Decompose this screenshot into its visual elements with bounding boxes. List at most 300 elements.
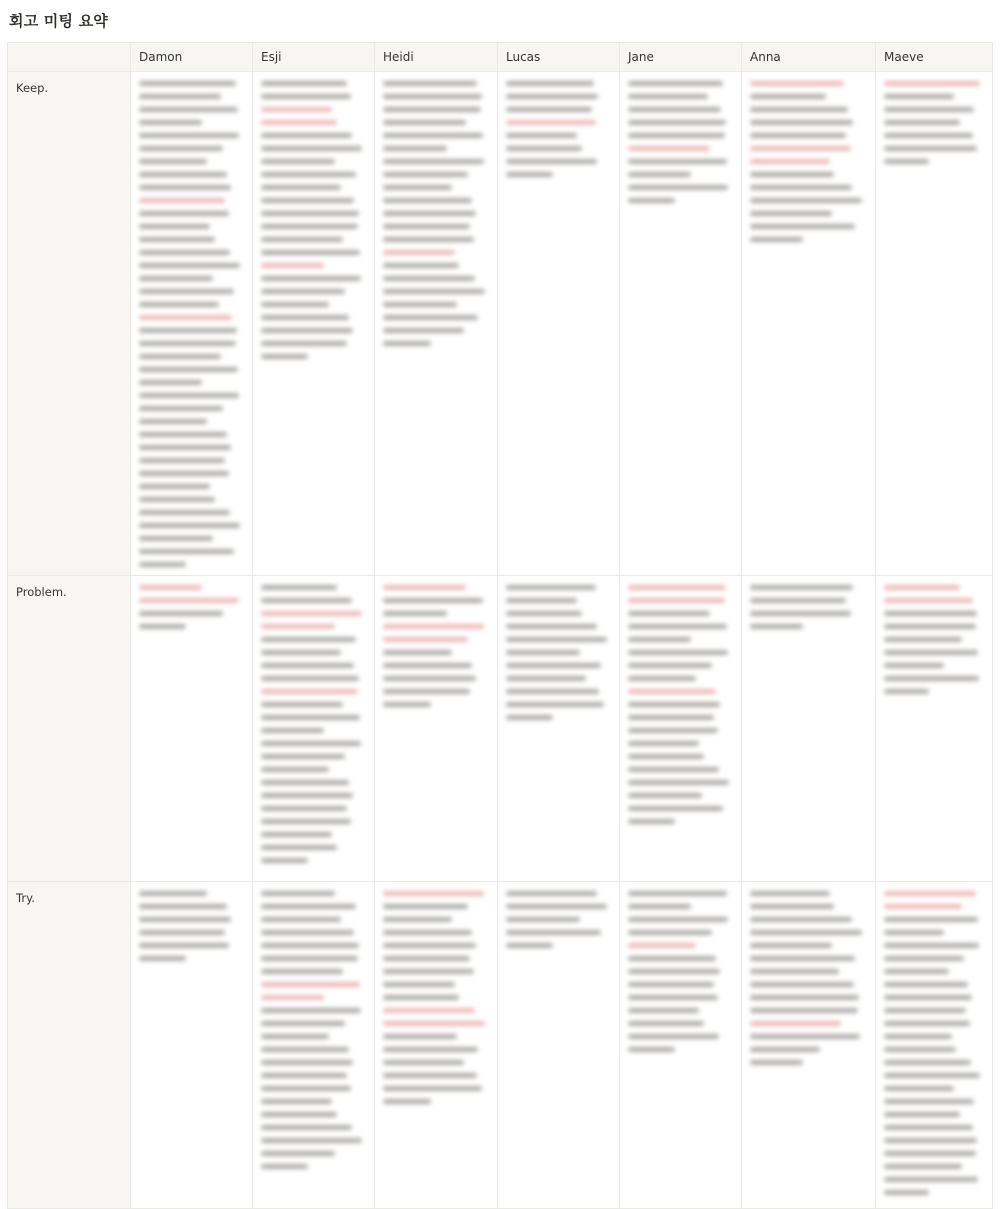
- blurred-line: [261, 689, 358, 694]
- header-row: [8, 43, 993, 72]
- blurred-line: [628, 81, 723, 86]
- blurred-line: [139, 406, 223, 411]
- blurred-line: [261, 832, 332, 837]
- row-label-try[interactable]: Try.: [8, 882, 131, 1209]
- blurred-line: [261, 185, 341, 190]
- blurred-line: [383, 904, 468, 909]
- blurred-line: [261, 956, 358, 961]
- blurred-line: [261, 585, 337, 590]
- blurred-line: [261, 1073, 347, 1078]
- blurred-line: [261, 354, 308, 359]
- blurred-line: [628, 159, 727, 164]
- blurred-line: [139, 956, 186, 961]
- blurred-line: [383, 1008, 475, 1013]
- blurred-line: [139, 917, 231, 922]
- blurred-line: [628, 146, 710, 151]
- blurred-line: [383, 650, 452, 655]
- blurred-line: [628, 637, 691, 642]
- blurred-line: [139, 198, 225, 203]
- blurred-line: [628, 1021, 704, 1026]
- blurred-line: [884, 943, 979, 948]
- blurred-line: [383, 328, 464, 333]
- blurred-line: [884, 1060, 971, 1065]
- blurred-line: [884, 133, 973, 138]
- blurred-line: [261, 624, 335, 629]
- blurred-line: [261, 676, 359, 681]
- blurred-line: [628, 663, 712, 668]
- blurred-line: [261, 1021, 345, 1026]
- blurred-line: [139, 484, 210, 489]
- blurred-line: [884, 1138, 977, 1143]
- cell-keep-anna[interactable]: [742, 72, 876, 576]
- blurred-line: [139, 250, 230, 255]
- blurred-line: [261, 969, 343, 974]
- blurred-text: [742, 882, 875, 1065]
- blurred-line: [506, 94, 598, 99]
- blurred-line: [750, 598, 846, 603]
- blurred-line: [506, 676, 586, 681]
- blurred-line: [750, 133, 846, 138]
- blurred-line: [139, 302, 219, 307]
- blurred-line: [261, 211, 359, 216]
- blurred-line: [261, 237, 343, 242]
- blurred-line: [139, 419, 207, 424]
- blurred-line: [628, 917, 728, 922]
- blurred-text: [620, 882, 741, 1052]
- blurred-line: [506, 598, 577, 603]
- blurred-line: [261, 224, 358, 229]
- blurred-line: [261, 917, 341, 922]
- blurred-line: [383, 891, 484, 896]
- blurred-line: [383, 172, 468, 177]
- blurred-line: [261, 858, 308, 863]
- blurred-line: [750, 224, 855, 229]
- blurred-line: [884, 917, 978, 922]
- blurred-line: [261, 754, 345, 759]
- blurred-line: [139, 172, 227, 177]
- blurred-line: [261, 995, 324, 1000]
- blurred-line: [628, 1008, 699, 1013]
- blurred-line: [506, 904, 607, 909]
- header-anna[interactable]: Anna: [742, 43, 876, 72]
- blurred-line: [750, 198, 862, 203]
- header-corner[interactable]: [8, 43, 131, 72]
- blurred-line: [628, 741, 699, 746]
- blurred-line: [628, 982, 714, 987]
- blurred-text: [498, 882, 619, 948]
- blurred-line: [261, 276, 361, 281]
- blurred-line: [628, 611, 710, 616]
- row-label-keep[interactable]: Keep.: [8, 72, 131, 576]
- blurred-line: [261, 702, 343, 707]
- blurred-line: [139, 354, 221, 359]
- blurred-line: [628, 819, 675, 824]
- blurred-line: [261, 120, 337, 125]
- blurred-line: [383, 315, 478, 320]
- header-heidi[interactable]: Heidi: [375, 43, 498, 72]
- blurred-text: [253, 882, 374, 1169]
- blurred-line: [750, 943, 832, 948]
- blurred-line: [628, 650, 728, 655]
- blurred-line: [506, 133, 577, 138]
- blurred-line: [261, 930, 354, 935]
- blurred-line: [383, 663, 472, 668]
- blurred-text: [620, 72, 741, 203]
- blurred-line: [261, 943, 359, 948]
- blurred-line: [261, 728, 324, 733]
- blurred-line: [139, 367, 238, 372]
- blurred-line: [261, 107, 332, 112]
- blurred-line: [261, 845, 337, 850]
- blurred-line: [750, 904, 834, 909]
- blurred-line: [139, 120, 202, 125]
- blurred-line: [139, 341, 236, 346]
- table-row-try: [8, 882, 993, 1209]
- cell-try-heidi[interactable]: [375, 882, 498, 1209]
- blurred-line: [261, 146, 362, 151]
- blurred-line: [506, 120, 596, 125]
- cell-problem-jane[interactable]: [620, 576, 742, 882]
- blurred-line: [139, 549, 234, 554]
- blurred-line: [261, 780, 349, 785]
- blurred-line: [261, 81, 347, 86]
- blurred-line: [261, 819, 351, 824]
- blurred-line: [506, 702, 604, 707]
- blurred-line: [383, 133, 483, 138]
- blurred-line: [506, 159, 597, 164]
- blurred-line: [750, 624, 803, 629]
- cell-keep-maeve[interactable]: [876, 72, 993, 576]
- blurred-line: [383, 146, 447, 151]
- blurred-line: [139, 432, 227, 437]
- blurred-line: [139, 146, 223, 151]
- blurred-line: [383, 585, 466, 590]
- blurred-line: [750, 159, 830, 164]
- blurred-line: [139, 891, 207, 896]
- blurred-line: [628, 689, 716, 694]
- blurred-line: [884, 81, 980, 86]
- blurred-line: [750, 237, 803, 242]
- blurred-line: [261, 198, 354, 203]
- blurred-line: [383, 1099, 431, 1104]
- blurred-line: [261, 1047, 349, 1052]
- cell-problem-anna[interactable]: [742, 576, 876, 882]
- blurred-line: [884, 650, 978, 655]
- cell-try-anna[interactable]: [742, 882, 876, 1209]
- blurred-line: [261, 1086, 351, 1091]
- blurred-line: [261, 1164, 308, 1169]
- blurred-line: [261, 1151, 335, 1156]
- blurred-line: [628, 585, 726, 590]
- blurred-line: [139, 159, 207, 164]
- blurred-line: [506, 650, 580, 655]
- blurred-line: [261, 1112, 337, 1117]
- blurred-line: [261, 1008, 361, 1013]
- blurred-line: [139, 930, 225, 935]
- retro-table: [7, 42, 993, 1209]
- blurred-line: [139, 536, 213, 541]
- blurred-line: [261, 250, 360, 255]
- blurred-line: [884, 585, 960, 590]
- blurred-line: [628, 956, 716, 961]
- blurred-line: [884, 94, 954, 99]
- blurred-line: [383, 930, 472, 935]
- blurred-line: [383, 598, 483, 603]
- blurred-line: [139, 315, 232, 320]
- blurred-line: [628, 185, 728, 190]
- blurred-line: [750, 81, 844, 86]
- cell-keep-esji[interactable]: [253, 72, 375, 576]
- blurred-line: [884, 624, 976, 629]
- blurred-line: [750, 211, 832, 216]
- blurred-line: [750, 172, 834, 177]
- blurred-line: [261, 315, 349, 320]
- cell-problem-heidi[interactable]: [375, 576, 498, 882]
- blurred-line: [383, 224, 470, 229]
- blurred-line: [139, 458, 225, 463]
- cell-keep-lucas[interactable]: [498, 72, 620, 576]
- blurred-line: [884, 611, 977, 616]
- blurred-line: [506, 585, 596, 590]
- blurred-line: [884, 904, 962, 909]
- blurred-line: [383, 237, 474, 242]
- cell-keep-damon[interactable]: [131, 72, 253, 576]
- cell-try-lucas[interactable]: [498, 882, 620, 1209]
- blurred-line: [139, 328, 237, 333]
- blurred-line: [383, 637, 468, 642]
- blurred-line: [884, 1099, 974, 1104]
- blurred-line: [261, 1060, 353, 1065]
- blurred-line: [884, 159, 929, 164]
- blurred-line: [261, 133, 352, 138]
- blurred-line: [628, 767, 719, 772]
- blurred-text: [876, 882, 992, 1195]
- blurred-line: [884, 1034, 952, 1039]
- blurred-line: [628, 793, 702, 798]
- blurred-line: [750, 891, 830, 896]
- blurred-line: [628, 94, 708, 99]
- blurred-line: [139, 237, 215, 242]
- blurred-line: [750, 94, 826, 99]
- blurred-line: [506, 663, 601, 668]
- blurred-line: [628, 1034, 719, 1039]
- blurred-line: [139, 585, 202, 590]
- blurred-line: [139, 380, 202, 385]
- blurred-text: [131, 72, 252, 567]
- blurred-line: [750, 1047, 820, 1052]
- blurred-line: [884, 663, 944, 668]
- blurred-line: [261, 637, 356, 642]
- blurred-line: [628, 715, 714, 720]
- table-row-problem: [8, 576, 993, 882]
- blurred-line: [628, 930, 712, 935]
- blurred-line: [139, 611, 223, 616]
- blurred-line: [383, 1073, 477, 1078]
- cell-problem-lucas[interactable]: [498, 576, 620, 882]
- blurred-text: [498, 72, 619, 177]
- blurred-line: [383, 1034, 457, 1039]
- blurred-line: [261, 767, 329, 772]
- blurred-line: [261, 715, 360, 720]
- blurred-line: [139, 943, 229, 948]
- blurred-line: [884, 1177, 978, 1182]
- page-title: 회고 미팅 요약: [9, 12, 108, 30]
- header-lucas[interactable]: Lucas: [498, 43, 620, 72]
- blurred-line: [628, 702, 720, 707]
- blurred-line: [506, 891, 597, 896]
- blurred-line: [261, 650, 341, 655]
- blurred-line: [628, 891, 727, 896]
- blurred-line: [383, 995, 459, 1000]
- blurred-text: [620, 576, 741, 824]
- cell-problem-damon[interactable]: [131, 576, 253, 882]
- blurred-line: [884, 1086, 954, 1091]
- blurred-line: [261, 172, 356, 177]
- blurred-line: [884, 1112, 960, 1117]
- blurred-line: [383, 611, 447, 616]
- blurred-line: [139, 224, 210, 229]
- blurred-line: [884, 146, 977, 151]
- blurred-line: [139, 289, 234, 294]
- blurred-line: [383, 969, 474, 974]
- blurred-text: [253, 72, 374, 359]
- blurred-line: [383, 107, 481, 112]
- blurred-line: [261, 598, 352, 603]
- blurred-line: [261, 793, 353, 798]
- blurred-line: [628, 624, 727, 629]
- cell-keep-jane[interactable]: [620, 72, 742, 576]
- blurred-line: [884, 598, 973, 603]
- blurred-line: [884, 637, 962, 642]
- blurred-line: [383, 624, 484, 629]
- blurred-line: [139, 133, 239, 138]
- blurred-line: [884, 676, 979, 681]
- blurred-line: [139, 263, 240, 268]
- blurred-line: [750, 107, 848, 112]
- blurred-line: [261, 1125, 352, 1130]
- blurred-line: [506, 917, 580, 922]
- blurred-line: [750, 1008, 858, 1013]
- header-damon[interactable]: Damon: [131, 43, 253, 72]
- blurred-line: [628, 172, 691, 177]
- blurred-line: [750, 585, 853, 590]
- blurred-line: [383, 94, 482, 99]
- blurred-line: [628, 198, 675, 203]
- blurred-line: [139, 107, 238, 112]
- cell-problem-maeve[interactable]: [876, 576, 993, 882]
- blurred-line: [139, 510, 230, 515]
- blurred-line: [383, 185, 452, 190]
- blurred-line: [261, 891, 335, 896]
- blurred-line: [506, 715, 553, 720]
- blurred-line: [628, 1047, 675, 1052]
- blurred-text: [876, 576, 992, 694]
- header-maeve[interactable]: Maeve: [876, 43, 993, 72]
- blurred-line: [383, 250, 455, 255]
- blurred-line: [261, 1034, 329, 1039]
- header-esji[interactable]: Esji: [253, 43, 375, 72]
- blurred-line: [506, 146, 582, 151]
- table-row-keep: [8, 72, 993, 576]
- blurred-line: [750, 917, 852, 922]
- blurred-line: [139, 393, 239, 398]
- cell-try-maeve[interactable]: [876, 882, 993, 1209]
- cell-try-jane[interactable]: [620, 882, 742, 1209]
- blurred-text: [131, 882, 252, 961]
- blurred-line: [139, 276, 213, 281]
- blurred-line: [383, 1021, 485, 1026]
- blurred-line: [750, 1021, 841, 1026]
- row-label-problem[interactable]: Problem.: [8, 576, 131, 882]
- blurred-line: [884, 1073, 980, 1078]
- blurred-line: [628, 969, 720, 974]
- blurred-line: [506, 172, 553, 177]
- blurred-line: [261, 741, 361, 746]
- blurred-line: [750, 185, 852, 190]
- blurred-line: [628, 107, 721, 112]
- blurred-line: [628, 754, 704, 759]
- blurred-line: [261, 1138, 362, 1143]
- blurred-line: [383, 211, 476, 216]
- blurred-line: [884, 1021, 970, 1026]
- blurred-line: [628, 995, 718, 1000]
- blurred-line: [628, 943, 696, 948]
- blurred-text: [498, 576, 619, 720]
- blurred-line: [884, 1190, 929, 1195]
- blurred-line: [383, 982, 455, 987]
- blurred-text: [131, 576, 252, 629]
- blurred-line: [750, 982, 854, 987]
- blurred-line: [383, 1086, 482, 1091]
- cell-try-esji[interactable]: [253, 882, 375, 1209]
- blurred-line: [261, 159, 335, 164]
- blurred-line: [139, 81, 236, 86]
- blurred-line: [139, 624, 186, 629]
- blurred-line: [884, 982, 968, 987]
- blurred-line: [750, 146, 851, 151]
- blurred-line: [884, 1164, 962, 1169]
- blurred-line: [261, 904, 356, 909]
- blurred-line: [261, 341, 347, 346]
- blurred-line: [750, 930, 862, 935]
- blurred-line: [261, 806, 347, 811]
- blurred-line: [139, 94, 221, 99]
- cell-try-damon[interactable]: [131, 882, 253, 1209]
- blurred-line: [383, 1060, 464, 1065]
- blurred-text: [253, 576, 374, 863]
- blurred-line: [628, 120, 726, 125]
- cell-keep-heidi[interactable]: [375, 72, 498, 576]
- blurred-line: [506, 81, 594, 86]
- blurred-line: [139, 445, 231, 450]
- blurred-line: [884, 1151, 976, 1156]
- blurred-line: [383, 689, 470, 694]
- header-jane[interactable]: Jane: [620, 43, 742, 72]
- cell-problem-esji[interactable]: [253, 576, 375, 882]
- blurred-text: [876, 72, 992, 164]
- blurred-line: [750, 1034, 860, 1039]
- blurred-line: [383, 81, 477, 86]
- blurred-line: [884, 891, 976, 896]
- blurred-line: [750, 969, 839, 974]
- blurred-line: [750, 956, 855, 961]
- blurred-line: [628, 904, 691, 909]
- blurred-line: [383, 676, 476, 681]
- blurred-line: [383, 159, 484, 164]
- blurred-line: [884, 120, 960, 125]
- blurred-line: [383, 302, 457, 307]
- blurred-text: [742, 72, 875, 242]
